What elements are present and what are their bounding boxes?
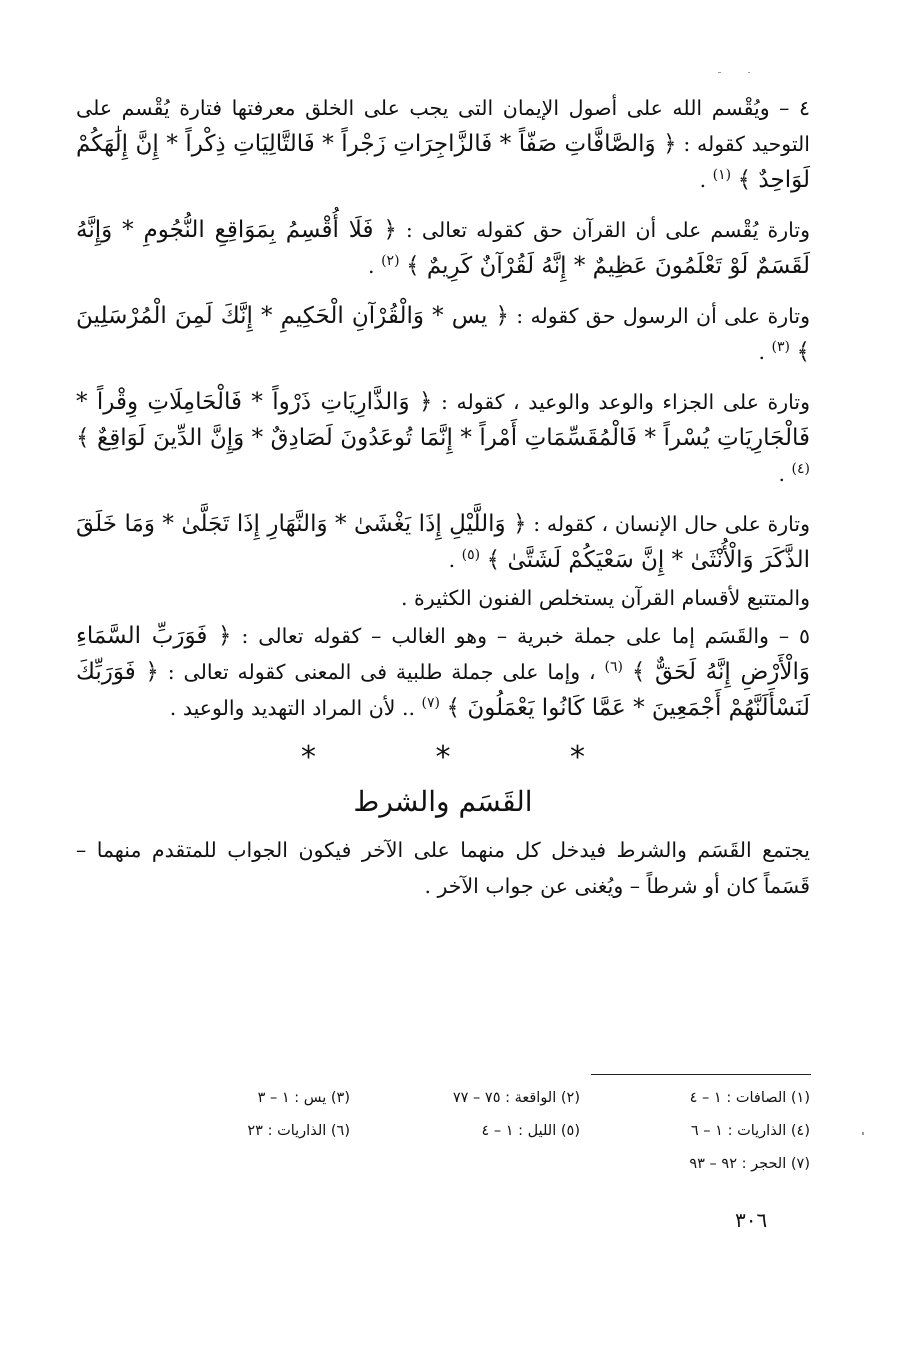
quran-verse: ﴿ فَوَرَبِّكَ لَنَسْأَلَنَّهُمْ أَجْمَعِينَ * عَمَّا كَانُوا يَعْمَلُونَ ﴾ — [76, 659, 810, 721]
footnotes — [90, 1082, 810, 1181]
footnote-row — [90, 1082, 810, 1115]
footnote-ref[interactable]: (٦) — [604, 659, 623, 676]
paragraph-tail: . — [699, 168, 713, 192]
paragraph-text: والمتتبع لأقسام القرآن يستخلص الفنون الكثيرة . — [400, 586, 810, 610]
footnote-6: (٦) الذاريات : ٢٣ — [247, 1123, 350, 1139]
footnote-divider — [591, 1074, 811, 1075]
paragraph-text: ، وإما على جملة طلبية فى المعنى كقوله تعالى : — [158, 660, 605, 684]
paragraph-5 — [76, 506, 810, 578]
footnote-row — [90, 1115, 810, 1148]
paragraph-tail: . — [448, 548, 462, 572]
footnote-2: (٢) الواقعة : ٧٥ – ٧٧ — [452, 1090, 580, 1106]
quran-verse: ﴿ وَاللَّيْلِ إِذَا يَغْشَىٰ * وَالنَّهَارِ إِذَا تَجَلَّىٰ * وَمَا خَلَقَ الذَّكَرَ وَالْأُنْثَىٰ * إِنَّ سَعْيَكُمْ لَشَتَّىٰ ﴾ — [76, 511, 810, 573]
paragraph-text: .. لأن المراد التهديد والوعيد . — [169, 696, 422, 720]
footnote-4: (٤) الذاريات : ١ – ٦ — [690, 1123, 810, 1139]
quran-verse: ﴿ وَالصَّافَّاتِ صَفّاً * فَالزَّاجِرَاتِ زَجْراً * فَالتَّالِيَاتِ ذِكْراً * إِنَّ إِلَٰهَكُمْ لَوَاحِدٌ ﴾ — [76, 131, 810, 193]
paragraph-6 — [76, 580, 810, 616]
paragraph-1 — [76, 90, 810, 198]
section-paragraph: يجتمع القَسَم والشرط فيدخل كل منهما على الآخر فيكون الجواب للمتقدم منهما – قَسَماً كان أو شرطاً – ويُغنى عن جواب الآخر . — [76, 838, 810, 898]
footnote-row — [90, 1148, 810, 1181]
footnote-ref[interactable]: (٣) — [771, 339, 790, 356]
paragraph-tail: . — [778, 462, 792, 486]
quran-verse: ﴿ يس * وَالْقُرْآنِ الْحَكِيمِ * إِنَّكَ لَمِنَ الْمُرْسَلِينَ ﴾ — [76, 303, 810, 365]
scan-speck — [862, 1132, 864, 1135]
section-title: القَسَم والشرط — [353, 785, 533, 818]
paragraph-2 — [76, 212, 810, 284]
page-number: ٣٠٦ — [735, 1208, 768, 1232]
footnote-ref[interactable]: (٧) — [421, 695, 440, 712]
footnote-3: (٣) يس : ١ – ٣ — [257, 1090, 350, 1106]
footnote-ref[interactable]: (٢) — [381, 253, 400, 270]
footnote-5: (٥) الليل : ١ – ٤ — [481, 1123, 580, 1139]
paragraph-text: ٤ – ويُقْسم الله على أصول الإيمان التى يجب على الخلق معرفتها فتارة يُقْسم على التوحيد كقوله : — [76, 96, 810, 156]
paragraph-tail: . — [758, 340, 772, 364]
footnote-7: (٧) الحجر : ٩٢ – ٩٣ — [689, 1156, 810, 1172]
paragraph-point-5 — [76, 618, 810, 726]
quran-verse: ﴿ فَوَرَبِّ السَّمَاءِ وَالْأَرْضِ إِنَّهُ لَحَقٌّ ﴾ — [76, 623, 810, 685]
paragraph-3 — [76, 298, 810, 370]
footnote-ref[interactable]: (٥) — [461, 547, 481, 564]
paragraph-text: وتارة على حال الإنسان ، كقوله : — [526, 512, 810, 536]
footnote-1: (١) الصافات : ١ – ٤ — [689, 1090, 810, 1106]
footnote-ref[interactable]: (٤) — [791, 461, 810, 478]
paragraph-text: وتارة على أن الرسول حق كقوله : — [509, 304, 811, 328]
paragraph-4 — [76, 384, 810, 492]
page-body — [76, 90, 810, 918]
paragraph-text: وتارة يُقْسم على أن القرآن حق كقوله تعالى : — [396, 218, 811, 242]
footnote-ref[interactable]: (١) — [712, 167, 732, 184]
paragraph-tail: . — [368, 254, 382, 278]
paragraph-text: ٥ – والقَسَم إما على جملة خبرية – وهو الغالب – كقوله تعالى : — [231, 624, 811, 648]
scan-speck — [748, 72, 750, 73]
scan-speck — [718, 72, 721, 73]
section-separator: * * * — [300, 740, 641, 775]
paragraph-text: وتارة على الجزاء والوعد والوعيد ، كقوله : — [432, 390, 810, 414]
quran-verse: ﴿ فَلَا أُقْسِمُ بِمَوَاقِعِ النُّجُومِ * وَإِنَّهُ لَقَسَمٌ لَوْ تَعْلَمُونَ عَظِيمٌ * إِنَّهُ لَقُرْآنٌ كَرِيمٌ ﴾ — [76, 217, 810, 279]
quran-verse: ﴿ وَالذَّارِيَاتِ ذَرْواً * فَالْحَامِلَاتِ وِقْراً * فَالْجَارِيَاتِ يُسْراً * فَالْمُقَسِّمَاتِ أَمْراً * إِنَّمَا تُوعَدُونَ لَصَادِقٌ * وَإِنَّ الدِّينَ لَوَاقِعٌ ﴾ — [76, 389, 810, 451]
